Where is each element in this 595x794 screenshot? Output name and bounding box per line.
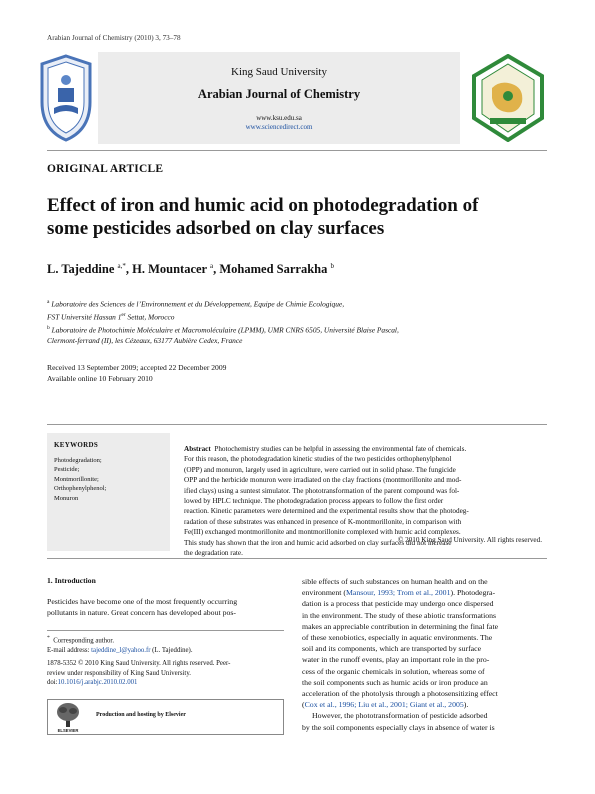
copyright-footnote	[47, 659, 284, 688]
affiliation-text: FST Université Hassan 1	[47, 312, 122, 322]
email-owner: (L. Tajeddine).	[150, 646, 193, 654]
abstract-line: Photochemistry studies can be helpful in assessing the environmental fate of chemicals.	[214, 445, 467, 453]
author-name[interactable]: L. Tajeddine	[47, 262, 115, 277]
abstract-line: ified clays) using a suntest simulator. The phototransformation of the parent compound was fol-	[184, 486, 460, 495]
received-date: Received 13 September 2009; accepted 22 December 2009	[47, 363, 227, 372]
body-line: pollutants in nature. Great concern has developed about pos-	[47, 608, 237, 617]
ordinal-suffix: er	[121, 312, 126, 319]
body-line: the soil components such as humic acids or iron produce an	[302, 677, 488, 687]
abstract-line: lowed by HPLC technique. The photodegradation process appears to follow the first order	[184, 497, 444, 506]
abstract-line: For this reason, the photodegradation kinetic studies of the two pesticides orthophenylphenol	[184, 455, 452, 464]
abstract-line: the degradation rate.	[184, 549, 243, 558]
keyword: Orthophenylphenol;	[54, 485, 107, 493]
body-line: sible effects of such substances on human health and on the	[302, 577, 488, 586]
body-line: Pesticides have become one of the most frequently occurring	[47, 597, 238, 606]
affiliation-marker: b	[47, 325, 50, 332]
online-date: Available online 10 February 2010	[47, 373, 153, 383]
abstract-line: (OPP) and monuron, largely used in agriculture, were carried out in solid phase. The fungicide	[184, 465, 456, 474]
email-link[interactable]: tajeddine_l@yahoo.fr	[91, 646, 151, 654]
title-line: some pesticides adsorbed on clay surfaces	[47, 218, 385, 239]
body-line: water in the runoff events, play an important role in the pro-	[302, 655, 490, 665]
keyword: Montmorillonite;	[54, 475, 99, 483]
affiliation-text: Settat, Morocco	[125, 312, 175, 322]
article-title	[47, 194, 547, 240]
journal-name: Arabian Journal of Chemistry	[197, 87, 361, 101]
body-text: (	[302, 700, 305, 710]
author-affiliation-marker: a,*	[117, 262, 126, 270]
body-line: in the environment. The study of these abiotic transformations	[302, 610, 497, 620]
affiliation-text: Laboratoire de Photochimie Moléculaire et Macromoléculaire (LPMM), UMR CNRS 6505, Université Blaise Pascal,	[51, 325, 399, 335]
footnote-rule	[47, 630, 284, 631]
sciencedirect-url-link[interactable]: www.sciencedirect.com	[245, 123, 313, 131]
affiliation-marker: a	[47, 299, 50, 305]
publisher-credit: Production and hosting by Elsevier	[96, 712, 186, 718]
issn-line: review under responsibility of King Saud University.	[47, 669, 191, 677]
elsevier-wordmark: ELSEVIER	[57, 728, 79, 733]
ksu-url-link[interactable]: www.ksu.edu.sa	[256, 114, 302, 122]
running-head: Arabian Journal of Chemistry (2010) 3, 73–78	[47, 34, 181, 42]
abstract-line: OPP and the herbicide monuron were irradiated on the clay fractions (montmorillonite and mod-	[184, 476, 462, 485]
abstract-bottom-rule	[47, 558, 547, 559]
abstract-line: This study has shown that the iron and humic acid adsorbed on clay surfaces did not increase	[184, 538, 452, 547]
article-type: ORIGINAL ARTICLE	[47, 163, 164, 175]
abstract-copyright: © 2010 King Saud University. All rights reserved.	[397, 536, 542, 544]
body-line: acceleration of the photolysis through a photosensitizing effect	[302, 689, 498, 699]
author-affiliation-marker: b	[330, 262, 334, 270]
body-line: of these xenobiotics, especially in aquatic environments. The	[302, 633, 493, 643]
abstract-line: radation of these substrates was enhanced in presence of K-montmorillonite, in comparison with	[184, 517, 462, 526]
citation-link[interactable]: Cox et al., 1996; Liu et al., 2001; Giant et al., 2005	[304, 700, 464, 710]
header-rule	[47, 150, 547, 151]
footnote-marker: *	[47, 635, 50, 641]
doi-link[interactable]: 10.1016/j.arabjc.2010.02.001	[57, 679, 138, 687]
author-list: L. Tajeddine $^{a,*}$, H. Mountacer $^a$, Mohamed Sarrakha $^b$	[47, 262, 334, 277]
section-heading: 1. Introduction	[47, 576, 96, 585]
abstract-line: reaction. Kinetic parameters were determined and the experimental results show that the photodeg-	[184, 507, 469, 516]
title-line: Effect of iron and humic acid on photodegradation of	[47, 195, 479, 216]
keywords-heading: KEYWORDS	[54, 441, 99, 449]
abstract-line: Fe(III) exchanged montmorillonite and montmorillonite complexed with humic acid complexes.	[184, 528, 461, 537]
issn-line: 1878-5352 © 2010 King Saud University. All rights reserved. Peer-	[47, 660, 231, 667]
corresponding-footnote	[47, 634, 284, 655]
author-name[interactable]: H. Mountacer	[132, 262, 207, 277]
university-name: King Saud University	[231, 66, 327, 78]
intro-right-column	[302, 576, 542, 733]
affiliation-text: Clermont-ferrand (II), les Cézeaux, 63177 Aubière Cedex, France	[47, 336, 243, 346]
body-line: cess of the organic chemicals in solution, whereas some of	[302, 666, 485, 676]
email-label: E-mail address:	[47, 646, 92, 654]
body-line: by the soil components especially clays in absence of water is	[302, 722, 495, 732]
body-line: soil and its components, which are transported by surface	[302, 644, 482, 654]
affiliations	[47, 297, 552, 347]
keyword: Pesticide;	[54, 466, 80, 474]
body-text: environment (	[302, 588, 346, 598]
author-affiliation-marker: a	[210, 262, 214, 270]
elsevier-tree-icon	[53, 701, 83, 733]
article-dates	[47, 363, 226, 385]
author-name[interactable]: Mohamed Sarrakha	[219, 262, 328, 277]
citation-link[interactable]: Mansour, 1993; Trom et al., 2001	[345, 588, 451, 598]
keyword: Photodegradation;	[54, 457, 102, 464]
footnote-text: Corresponding author.	[53, 637, 115, 645]
abstract-top-rule	[47, 424, 547, 425]
doi-label: doi:	[47, 679, 58, 687]
keyword: Monuron	[54, 494, 79, 502]
body-line: dation is a process that pesticide may undergo once dispersed	[302, 599, 494, 609]
keywords-box	[47, 433, 170, 551]
body-text: ).	[463, 700, 469, 710]
body-line: However, the phototransformation of pesticide adsorbed	[312, 711, 488, 721]
chemical-society-emblem	[470, 54, 546, 142]
intro-left-column	[47, 596, 284, 618]
abstract-label: Abstract	[184, 445, 211, 453]
body-line: makes an appreciable contribution in determining the final fate	[302, 621, 499, 631]
body-text: ). Photodegra-	[450, 588, 496, 598]
affiliation-text: Laboratoire des Sciences de l’Environnement et du Développement, Equipe de Chimie Ecologique,	[51, 299, 345, 309]
ksu-logo	[38, 52, 94, 142]
